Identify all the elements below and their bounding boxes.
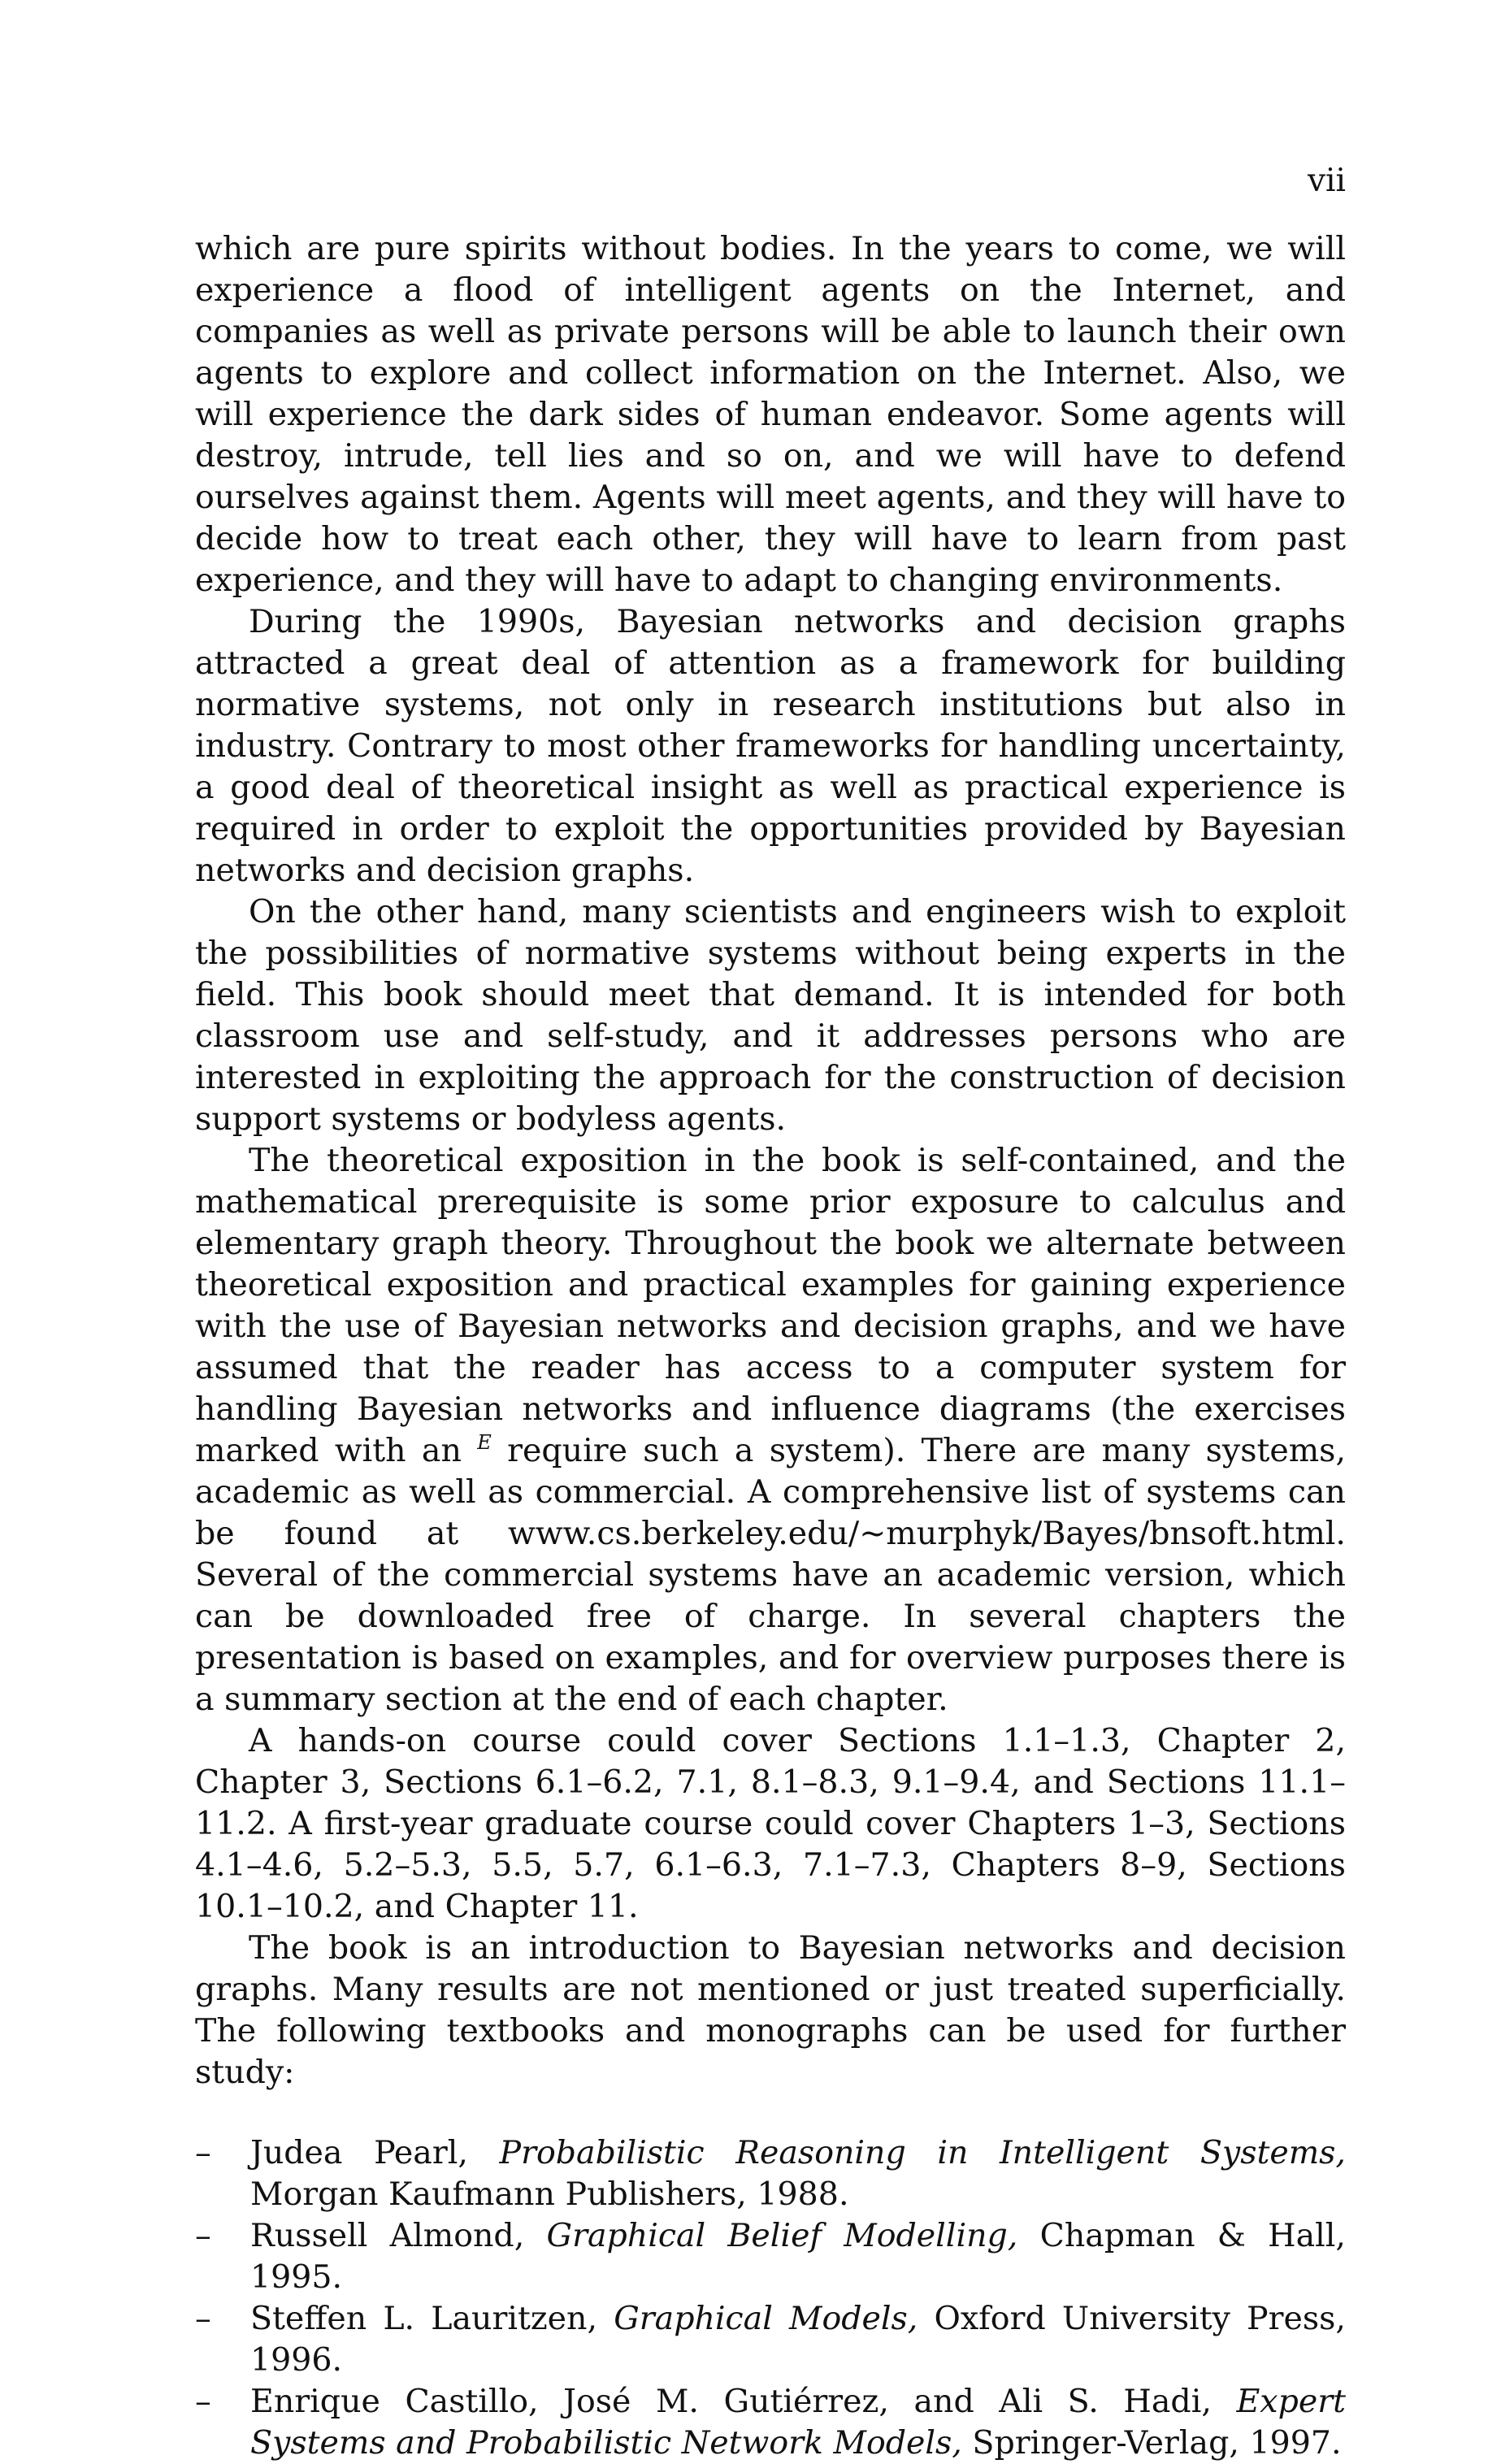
reference-authors: Judea Pearl, [250,2134,468,2171]
paragraph-3: On the other hand, many scientists and engineers wish to exploit the possibilities of normative systems without being experts in the field. This book should meet that demand. It is intended for both classroom use and self-study, and it addresses persons who are interested in exploiting the approach for the construction of decision support systems or bodyless agents. [195,893,1346,1138]
reference-title: Expert Systems and Probabilistic Network Models, [250,2383,1346,2462]
reference-title: Graphical Belief Modelling, [546,2217,1018,2254]
reference-authors: Russell Almond, [250,2217,525,2254]
reference-item [195,2381,1346,2464]
paragraph-1: which are pure spirits without bodies. In the years to come, we will experience a flood of intelligent agents on the Internet, and companies as well as private persons will be able to launch their own agents to explore and collect information on the Internet. Also, we will experience the dark sides of human endeavor. Some agents will destroy, intrude, tell lies and so on, and we will have to defend ourselves against them. Agents will meet agents, and they will have to decide how to treat each other, they will have to learn from past experience, and they will have to adapt to changing environments. [195,230,1346,599]
exercise-marker: E [477,1431,492,1454]
reference-title: Graphical Models, [614,2300,918,2337]
reference-publisher: Springer-Verlag, 1997. [972,2424,1342,2462]
body-text [195,228,1346,2464]
reference-item [195,2298,1346,2381]
paragraph-5: A hands-on course could cover Sections 1.1–1.3, Chapter 2, Chapter 3, Sections 6.1–6.2, 7.1, 8.1–8.3, 9.1–9.4, and Sections 11.1–11.2. A first-year graduate course could cover Chapters 1–3, Sections 4.1–4.6, 5.2–5.3, 5.5, 5.7, 6.1–6.3, 7.1–7.3, Chapters 8–9, Sections 10.1–10.2, and Chapter 11. [195,1722,1346,1925]
paragraph-4 [195,1140,1346,1720]
list-dash: – [195,2134,211,2171]
reference-item [195,2215,1346,2298]
list-dash: – [195,2300,211,2337]
reference-publisher: Oxford University Press, 1996. [250,2300,1346,2379]
page-number: vii [1308,163,1346,199]
reference-title: Probabilistic Reasoning in Intelligent Systems, [499,2134,1346,2171]
reference-authors: Steffen L. Lauritzen, [250,2300,598,2337]
reference-item [195,2132,1346,2215]
paragraph-2: During the 1990s, Bayesian networks and decision graphs attracted a great deal of attention as a framework for building normative systems, not only in research institutions but also in industry. Contrary to most other frameworks for handling uncertainty, a good deal of theoretical insight as well as practical experience is required in order to exploit the opportunities provided by Bayesian networks and decision graphs. [195,603,1346,889]
paragraph-4-text-b: require such a system). There are many systems, academic as well as commercial. A comprehensive list of systems can be found at www.cs.berkeley.edu/~murphyk/Bayes/bnsoft.html. Several of the commercial systems have an academic version, which can be downloaded free of charge. In several chapters the presentation is based on examples, and for overview purposes there is a summary section at the end of each chapter. [195,1432,1347,1718]
reference-publisher: Chapman & Hall, 1995. [250,2217,1346,2296]
reference-authors: Enrique Castillo, José M. Gutiérrez, and Ali S. Hadi, [250,2383,1212,2420]
list-dash: – [195,2383,211,2420]
paragraph-6: The book is an introduction to Bayesian networks and decision graphs. Many results are not mentioned or just treated superficially. The following textbooks and monographs can be used for further study: [195,1929,1346,2091]
list-dash: – [195,2217,211,2254]
reference-list [195,2132,1346,2464]
reference-publisher: Morgan Kaufmann Publishers, 1988. [250,2176,849,2213]
paragraph-4-text-a: The theoretical exposition in the book is self-contained, and the mathematical prerequisite is some prior exposure to calculus and elementary graph theory. Throughout the book we alternate between theoretical exposition and practical examples for gaining experience with the use of Bayesian networks and decision graphs, and we have assumed that the reader has access to a computer system for handling Bayesian networks and influence diagrams (the exercises marked with an [195,1142,1346,1469]
